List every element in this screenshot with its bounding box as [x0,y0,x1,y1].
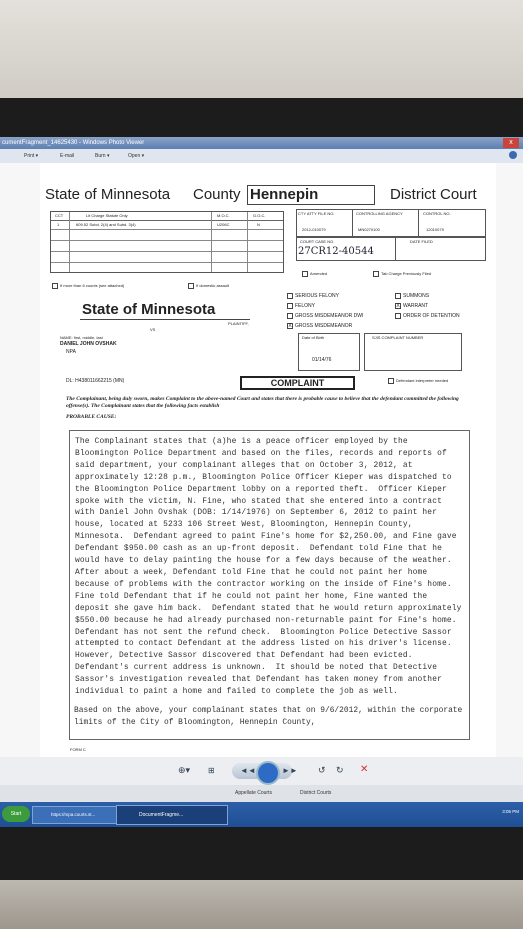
taskbar-item-browser[interactable]: https://mpa.courts.st... [32,806,130,824]
close-button[interactable]: x [503,138,519,148]
complaint-document [40,163,496,783]
serious-felony-checkbox[interactable] [287,293,293,299]
next-icon[interactable]: ►► [282,766,298,775]
warrant-checkbox[interactable]: X [396,302,400,309]
felony-checkbox[interactable] [287,303,293,309]
complaint-intro: The Complainant, being duly sworn, makes Complaint to the above-named Court and states that there is probable cause to believe that the defendant committed the following offense(s). The Complainant states that the following facts establish [66,396,459,409]
charge-statute: 609.52 Subd. 2(4) and Subd. 3(4) [76,222,136,227]
status-item-appellate[interactable]: Appellate Courts [235,790,272,796]
gm-dwi-checkbox[interactable] [287,313,293,319]
state-heading: State of Minnesota [45,186,171,203]
option-order-of-detention[interactable]: ORDER OF DETENTION [395,311,460,321]
controlling-agency-label: CONTROLLING AGENCY [356,211,403,216]
tab-charge-checkbox[interactable] [373,271,379,277]
viewer-controls [0,757,523,787]
complaint-title: COMPLAINT [240,376,355,390]
cty-atty-value: 2012-010079 [302,227,326,232]
order-detention-checkbox[interactable] [395,313,401,319]
option-serious-felony[interactable]: SERIOUS FELONY [287,291,363,301]
summons-checkbox[interactable] [395,293,401,299]
rotate-cw-icon[interactable]: ↻ [336,765,344,775]
form-label: FORM C [70,747,86,752]
open-menu[interactable]: Open ▾ [128,153,145,159]
charges-header-goc: G.O.C. [253,213,266,218]
option-gm-dwi[interactable]: GROSS MISDEMEANOR DWI [287,311,363,321]
court-case-label: COURT CASE NO. [300,239,335,244]
background-wall [0,0,523,100]
vs-label: VS [150,327,156,332]
defendant-sub: NPA [66,349,76,355]
option-warrant[interactable]: X WARRANT [396,302,429,309]
date-filed-label: DATE FILED [410,239,433,244]
more-counts-checkbox[interactable] [52,283,58,289]
charge-goc: N [257,222,260,227]
menu-bar [0,149,523,163]
interpreter-checkbox[interactable] [388,378,394,384]
burn-menu[interactable]: Burn ▾ [95,153,110,159]
delete-icon[interactable]: ✕ [360,764,369,775]
narrative-text: The Complainant states that (a)he is a peace officer employed by the Bloomington Police Department and based on the files, records and reports of said department, your complainant alleges that on October 3, 2012, at approximately 12:28 p.m., Bloomington Police Officer Kieper was dispatched to the Bloomington Police Department lobby on a reported theft. Officer Kieper spoke with the victim, N. Fine, who stated that she entered into a contract with Daniel John Ovshak (DOB: 1/14/1976) on September 6, 2012 to paint her house, located at 5233 106 Street West, Bloomington, Hennepin County, Minnesota. Defendant agreed to paint Fine's home for $2,250.00, and Fine gave Defendant $950.00 cash as an up-front deposit. Defendant told Fine that he would have to delay painting the house for a few days because of the weather. After about a week, Defendant told Fine that he could not paint her home because of problems with the contractor working on the inside of Fine's home. Fine told Defendant that if he could not paint her home, Fine wanted the deposit she gave him back. Defendant stated that he would return approximately $550.00 because he had already purchased non-returnable paint for Fine's home. Defendant has not sent the refund check. Bloomington Police Detective Sassor attempted to contact Defendant at the address listed on his driver's license. However, Detective Sassor discovered that Defendant had been evicted. Defendant's current address is unknown. It should be noted that Detective Sassor's investigation revealed that Defendant has taken money from another individual to paint a home and failed to complete the job as well. [75,437,467,697]
window-title: cumentFragment_14625430 - Windows Photo Viewer [2,140,145,146]
start-button[interactable]: Start [2,806,30,822]
control-no-value: 12010079 [426,227,444,232]
plaintiff-label: PLAINTIFF, [228,321,249,326]
taskbar [0,802,523,827]
cty-atty-label: CTY ATTY FILE NO. [298,211,335,216]
charges-header-moc: M.O.C. [217,213,230,218]
probable-cause-narrative [69,430,470,740]
actual-size-icon[interactable]: ⊞ [208,766,215,775]
option-felony[interactable]: FELONY [287,301,363,311]
charge-moc: U206C [217,222,230,227]
tab-charge-label: Tab Charge Previously Filed [381,271,432,277]
zoom-icon[interactable]: ⊕▾ [178,765,191,775]
sjis-label: SJIS COMPLAINT NUMBER [372,335,424,340]
court-case-value: 27CR12-40544 [298,246,374,257]
dl-number: DL: H438011662215 (MN) [66,378,125,384]
county-label: County [193,186,241,203]
offense-level-options [287,291,363,331]
controlling-agency-value: MN0270100 [358,227,380,232]
help-icon[interactable] [509,151,517,159]
rotate-ccw-icon[interactable]: ↺ [318,765,326,775]
email-menu[interactable]: E-mail [60,153,75,159]
probable-cause-heading: PROBABLE CAUSE: [66,414,117,420]
more-counts-label: If more than 6 counts (see attached) [60,283,125,289]
browser-status-strip [0,785,523,802]
name-label: NAME: first, middle, last [60,335,103,340]
defendant-name: DANIEL JOHN OVSHAK [60,341,117,347]
charges-header-cct: CCT [55,213,64,218]
status-item-district[interactable]: District Courts [300,790,332,796]
gross-misdemeanor-checkbox[interactable]: X [288,322,292,329]
charges-table [50,211,284,273]
option-summons[interactable]: SUMMONS [395,291,460,301]
interpreter-label: Defendant interpreter needed [396,378,449,384]
closing-text: Based on the above, your complainant states that on 9/6/2012, within the corporate limits of the City of Bloomington, Hennepin County, [74,706,468,727]
amended-checkbox[interactable] [302,271,308,277]
image-viewport [0,163,523,785]
window-titlebar[interactable] [0,137,523,149]
monitor-screen [0,137,523,827]
amended-label: Amended [310,271,328,277]
control-no-label: CONTROL NO. [423,211,451,216]
county-value: Hennepin [247,185,375,205]
charges-header-statute: Lit Charge Statute Only [86,213,128,218]
slideshow-button[interactable] [256,761,280,785]
process-options [395,291,460,321]
domestic-checkbox[interactable] [188,283,194,289]
taskbar-item-photo-viewer[interactable]: DocumentFragme... [116,805,228,825]
court-heading: District Court [390,186,477,203]
charge-cct: 1 [57,222,60,227]
dob-value: 01/14/76 [312,357,332,363]
dob-label: Date of Birth [302,335,325,340]
desk-surface [0,880,523,929]
plaintiff-name: State of Minnesota [82,301,216,318]
option-gross-misdemeanor[interactable]: X GROSS MISDEMEANOR [288,322,353,329]
taskbar-clock: 3:05 PM [502,809,519,814]
print-menu[interactable]: Print ▾ [24,153,39,159]
domestic-label: If domestic assault [196,283,230,289]
previous-icon[interactable]: ◄◄ [240,766,256,775]
